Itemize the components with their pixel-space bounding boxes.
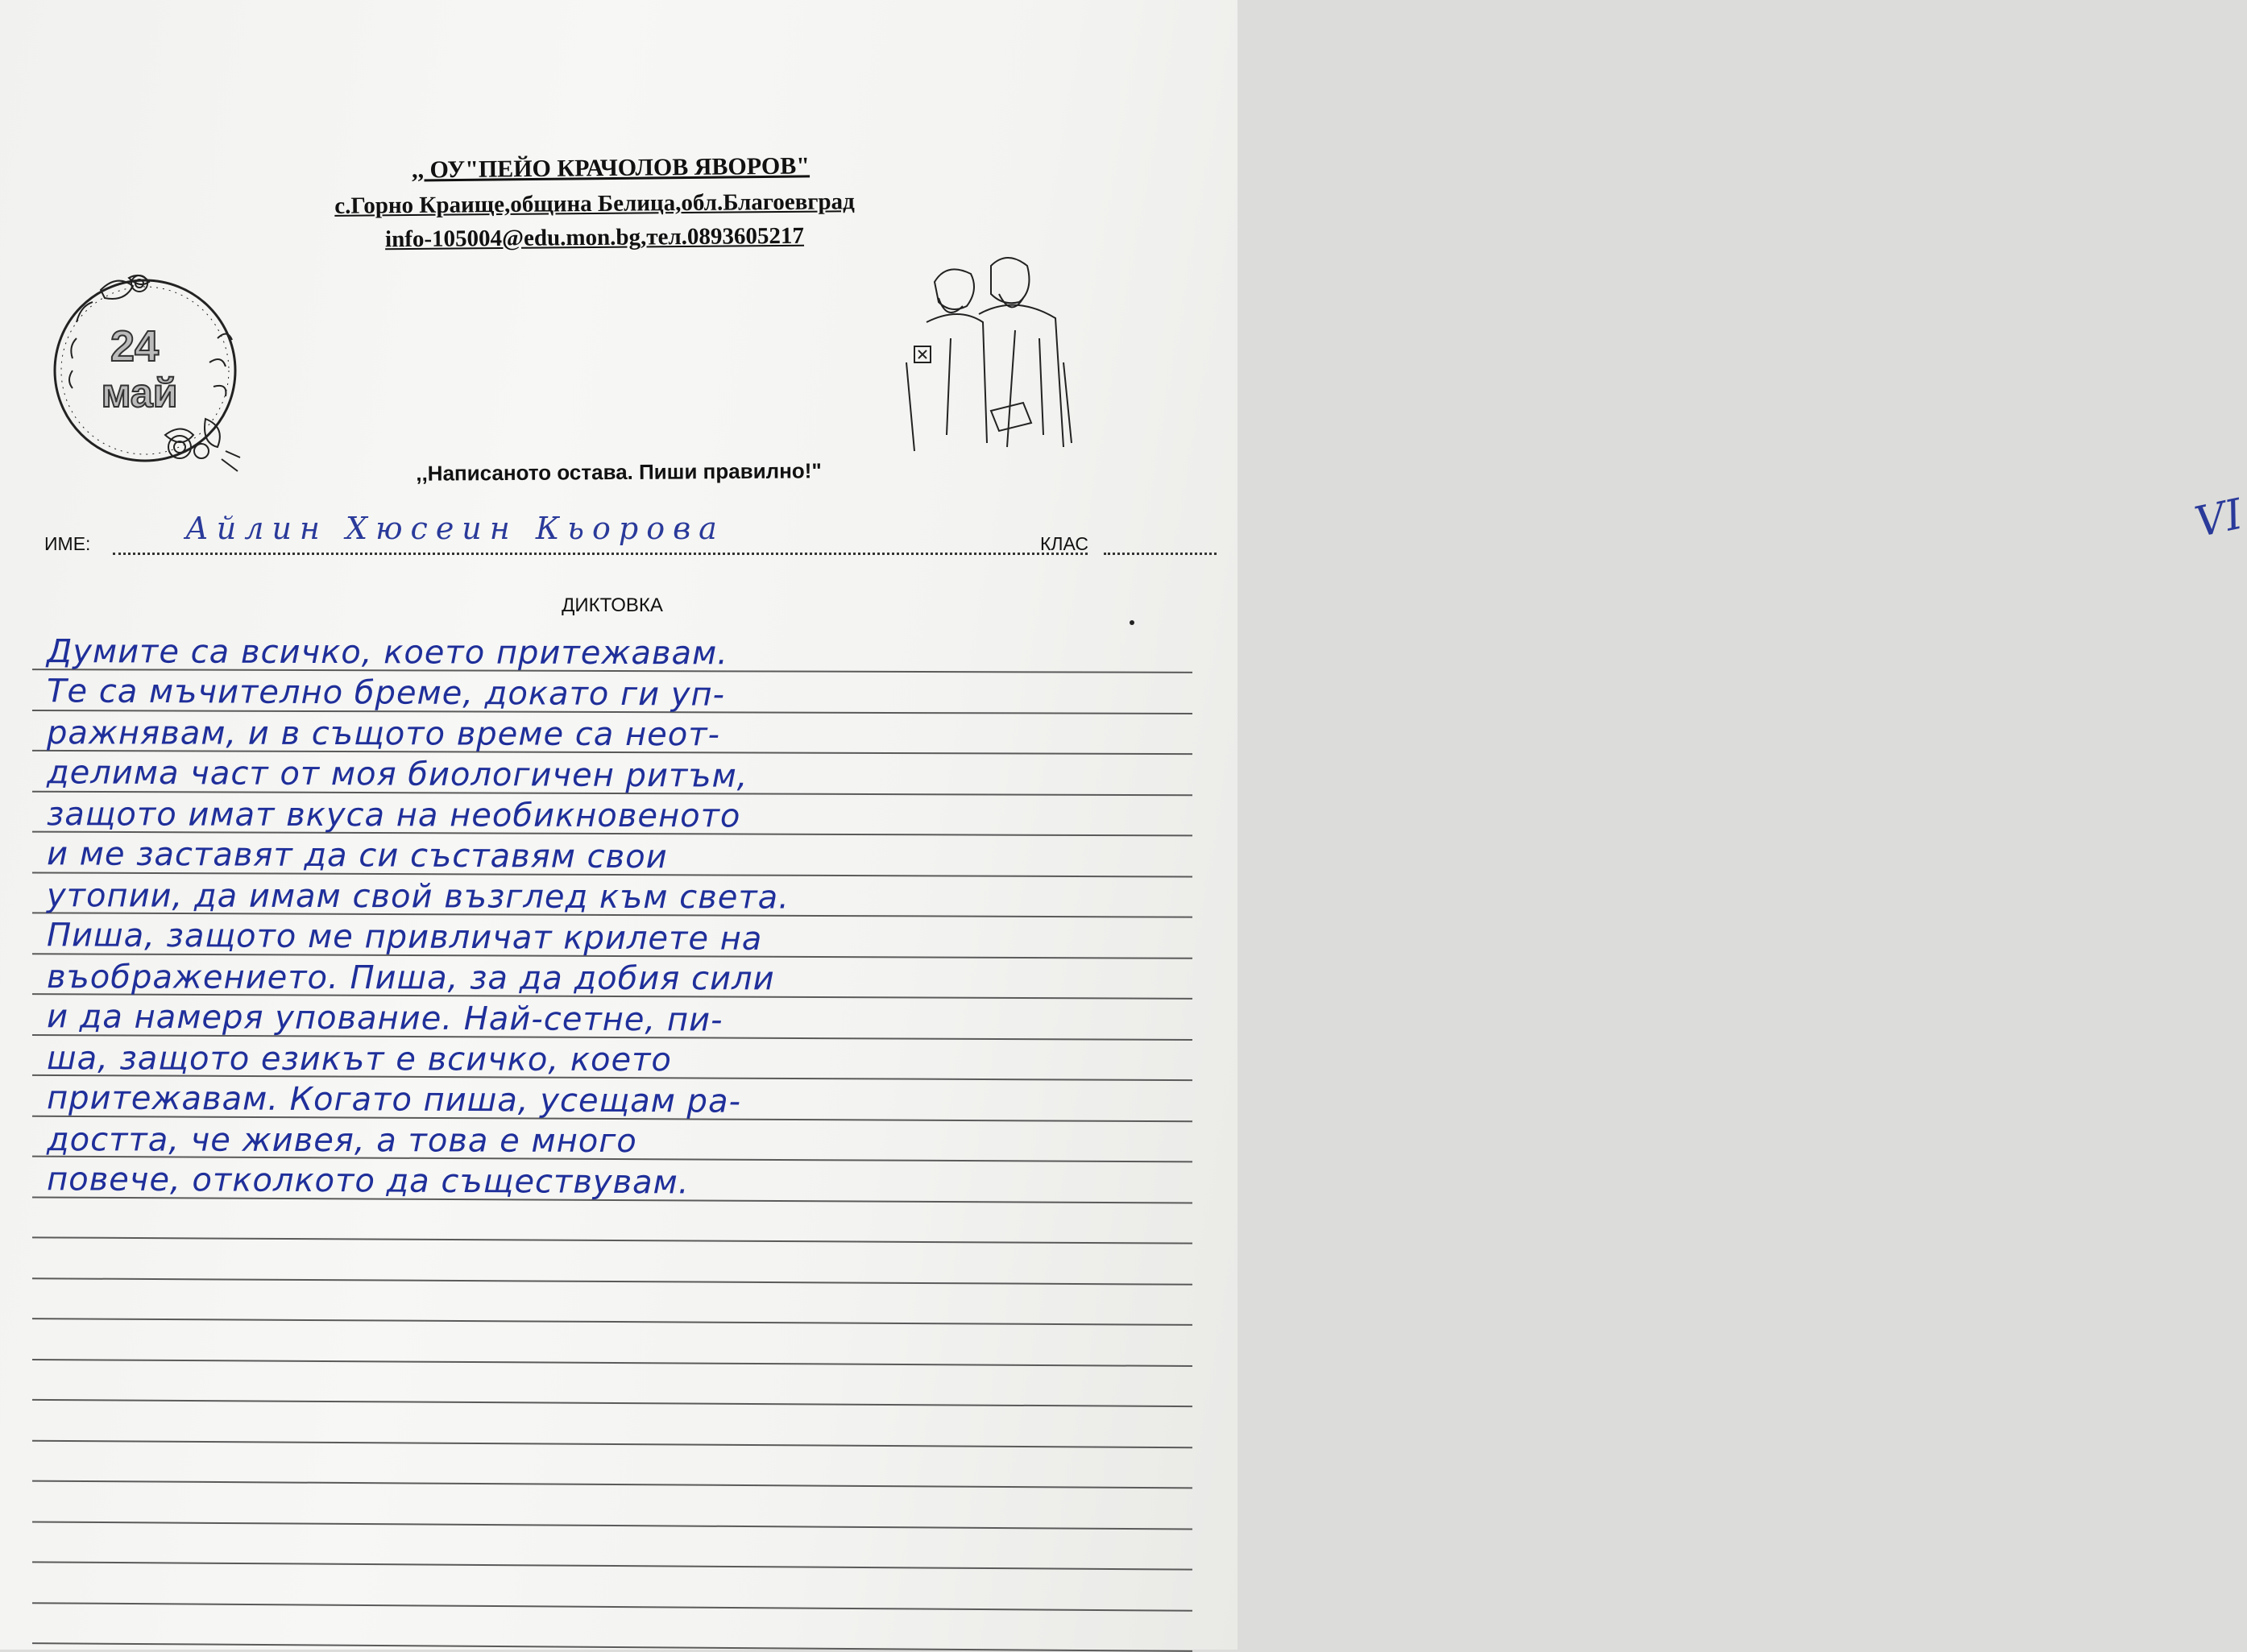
student-info-row xyxy=(44,490,2247,556)
ruled-line xyxy=(32,1602,1192,1612)
class-field xyxy=(1104,490,2247,555)
ruled-line xyxy=(32,1318,1192,1326)
school-address: с.Горно Краище,община Белица,обл.Благоевград xyxy=(334,188,855,219)
handwritten-line: и да намеря упование. Най-сетне, пи- xyxy=(46,997,723,1039)
handwritten-line: Те са мъчително бреме, докато ги уп- xyxy=(46,672,726,714)
handwritten-line: ша, защото езикът е всичко, което xyxy=(46,1040,672,1079)
school-contacts: info-105004@edu.mon.bg,тел.0893605217 xyxy=(384,222,805,253)
ink-dot xyxy=(1130,620,1134,625)
class-value: VI xyxy=(2191,490,2247,548)
ruled-writing-area xyxy=(32,628,1217,1650)
handwritten-line: утопии, да имам свой възглед към света. xyxy=(46,877,790,917)
class-label: КЛАС xyxy=(1040,533,1088,554)
handwritten-line: въображението. Пиша, за да добия сили xyxy=(46,958,775,998)
ruled-line xyxy=(32,1439,1192,1448)
ruled-line xyxy=(32,1236,1192,1244)
ruled-line xyxy=(32,1561,1192,1570)
ruled-line xyxy=(32,1521,1192,1530)
motto: ,,Написаното остава. Пиши правилно!" xyxy=(416,458,822,486)
handwritten-line: ражнявам, и в същото време са неот- xyxy=(46,714,721,754)
handwritten-line: достта, че живея, а това е много xyxy=(46,1121,637,1161)
document-title: ДИКТОВКА xyxy=(562,594,663,616)
handwritten-line: повече, отколкото да съществувам. xyxy=(46,1160,690,1201)
ruled-line xyxy=(32,1480,1192,1489)
ruled-line xyxy=(32,1642,1192,1652)
ruled-line xyxy=(32,1277,1192,1286)
handwritten-line: притежавам. Когато пиша, усещам ра- xyxy=(46,1079,742,1120)
handwritten-line: Пиша, защото ме привличат крилете на xyxy=(46,916,763,958)
name-value: Айлин Хюсеин Кьорова xyxy=(185,511,725,546)
cyril-methodius-illustration-icon xyxy=(902,250,1080,459)
ruled-line xyxy=(32,1399,1192,1407)
handwritten-line: и ме заставят да си съставям свои xyxy=(46,834,668,876)
may-24-emblem-icon xyxy=(44,266,254,475)
emblem-day: 24 xyxy=(110,322,160,371)
school-name: ,, ОУ"ПЕЙО КРАЧОЛОВ ЯВОРОВ" xyxy=(411,152,810,184)
handwritten-line: защото имат вкуса на необикновеното xyxy=(46,796,741,835)
name-label: ИМЕ: xyxy=(44,533,91,554)
name-field xyxy=(113,511,1088,555)
ruled-line xyxy=(32,1358,1192,1366)
emblem-month: май xyxy=(101,371,178,416)
handwritten-line: Думите са всичко, което притежавам. xyxy=(46,633,728,673)
handwritten-line: делима част от моя биологичен ритъм, xyxy=(46,753,748,795)
